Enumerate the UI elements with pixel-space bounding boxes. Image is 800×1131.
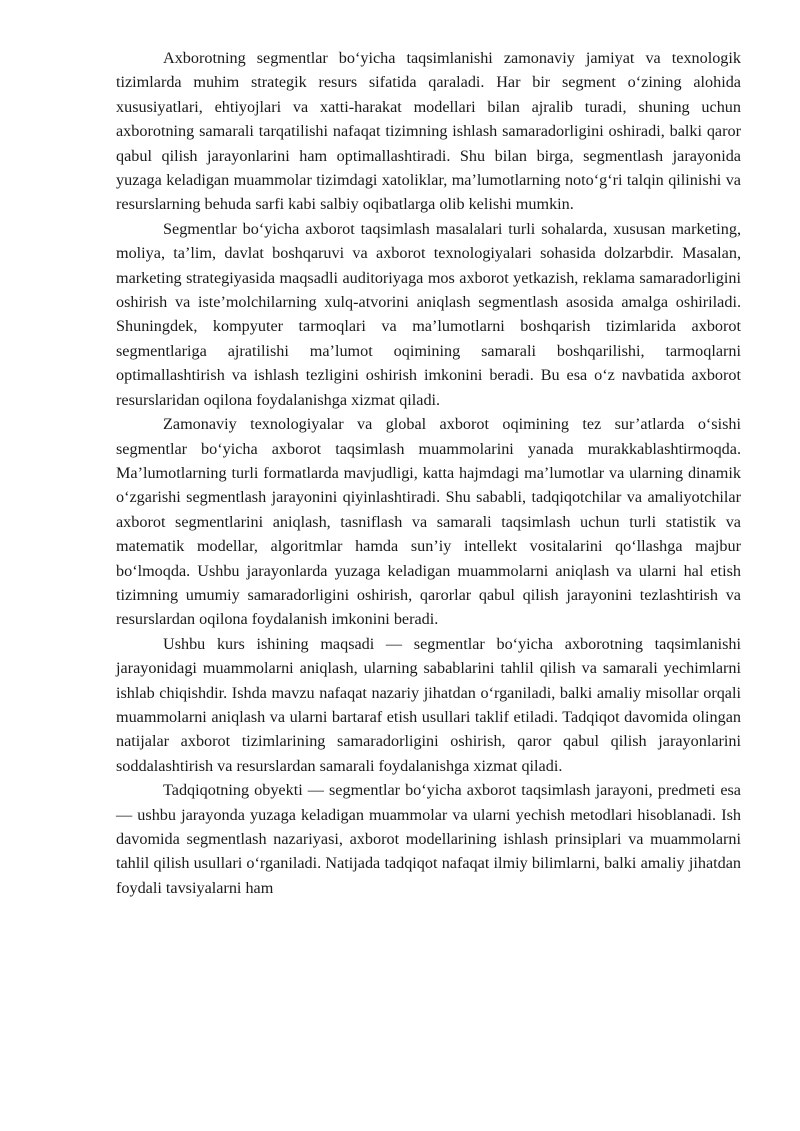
paragraph-modern-technologies: Zamonaviy texnologiyalar va global axborot oqimining tez sur’atlarda o‘sishi segmentlar bo‘yicha axborot taqsimlash muammolarini yanada murakkablashtirmoqda. Ma’lumotlarning turli formatlarda mavjudligi, katta hajmdagi ma’lumotlar va ularning dinamik o‘zgarishi segmentlash jarayonini qiyinlashtiradi. Shu sababli, tadqiqotchilar va amaliyotchilar axborot segmentlarini aniqlash, tasniflash va samarali taqsimlash uchun turli statistik va matematik modellar, algoritmlar hamda sun’iy intellekt vositalarini qo‘llashga majbur bo‘lmoqda. Ushbu jarayonlarda yuzaga keladigan muammolarni aniqlash va ularni hal etish tizimning umumiy samaradorligini oshirish, qarorlar qabul qilish jarayonini tezlashtirish va resurslardan oqilona foydalanish imkonini beradi.	[116, 415, 741, 629]
paragraph-object-subject: Tadqiqotning obyekti — segmentlar bo‘yicha axborot taqsimlash jarayoni, predmeti esa — ushbu jarayonda yuzaga keladigan muammolar va ularni yechish metodlari hisoblanadi. Ish davomida segmentlash nazariyasi, axborot modellarining ishlash prinsiplari va muammolarni tahlil qilish usullari o‘rganiladi. Natijada tadqiqot nafaqat ilmiy bilimlarni, balki amaliy jihatdan foydali tavsiyalarni ham	[116, 781, 741, 897]
paragraph-purpose: Ushbu kurs ishining maqsadi — segmentlar bo‘yicha axborotning taqsimlanishi jarayonidagi muammolarni aniqlash, ularning sabablarini tahlil qilish va samarali yechimlarni ishlab chiqishdir. Ishda mavzu nafaqat nazariy jihatdan o‘rganiladi, balki amaliy misollar orqali muammolarni aniqlash va ularni bartaraf etish usullari taklif etiladi. Tadqiqot davomida olingan natijalar axborot tizimlarining samaradorligini oshirish, qaror qabul qilish jarayonlarini soddalashtirish va resurslardan samarali foydalanishga xizmat qiladi.	[116, 634, 741, 775]
paragraph-sectors: Segmentlar bo‘yicha axborot taqsimlash masalalari turli sohalarda, xususan marketing, moliya, ta’lim, davlat boshqaruvi va axborot texnologiyalari sohasida dolzarbdir. Masalan, marketing strategiyasida maqsadli auditoriyaga mos axborot yetkazish, reklama samaradorligini oshirish va iste’molchilarning xulq-atvorini aniqlash segmentlash asosida amalga oshiriladi. Shuningdek, kompyuter tarmoqlari va ma’lumotlarni boshqarish tizimlarida axborot segmentlariga ajratilishi ma’lumot oqimining samarali boshqarilishi, tarmoqlarni optimallashtirish va ishlash tezligini oshirish imkonini beradi. Bu esa o‘z navbatida axborot resurslaridan oqilona foydalanishga xizmat qiladi.	[116, 219, 741, 409]
paragraph-intro: Axborotning segmentlar bo‘yicha taqsimlanishi zamonaviy jamiyat va texnologik tizimlarda muhim strategik resurs sifatida qaraladi. Har bir segment o‘zining alohida xususiyatlari, ehtiyojlari va xatti-harakat modellari bilan ajralib turadi, shuning uchun axborotning samarali tarqatilishi nafaqat tizimning ishlash samaradorligini oshiradi, balki qaror qabul qilish jarayonlarini ham optimallashtiradi. Shu bilan birga, segmentlash jarayonida yuzaga keladigan muammolar tizimdagi xatoliklar, ma’lumotlarning noto‘g‘ri talqin qilinishi va resurslarning behuda sarfi kabi salbiy oqibatlarga olib kelishi mumkin.	[116, 49, 741, 214]
document-body	[116, 46, 741, 900]
